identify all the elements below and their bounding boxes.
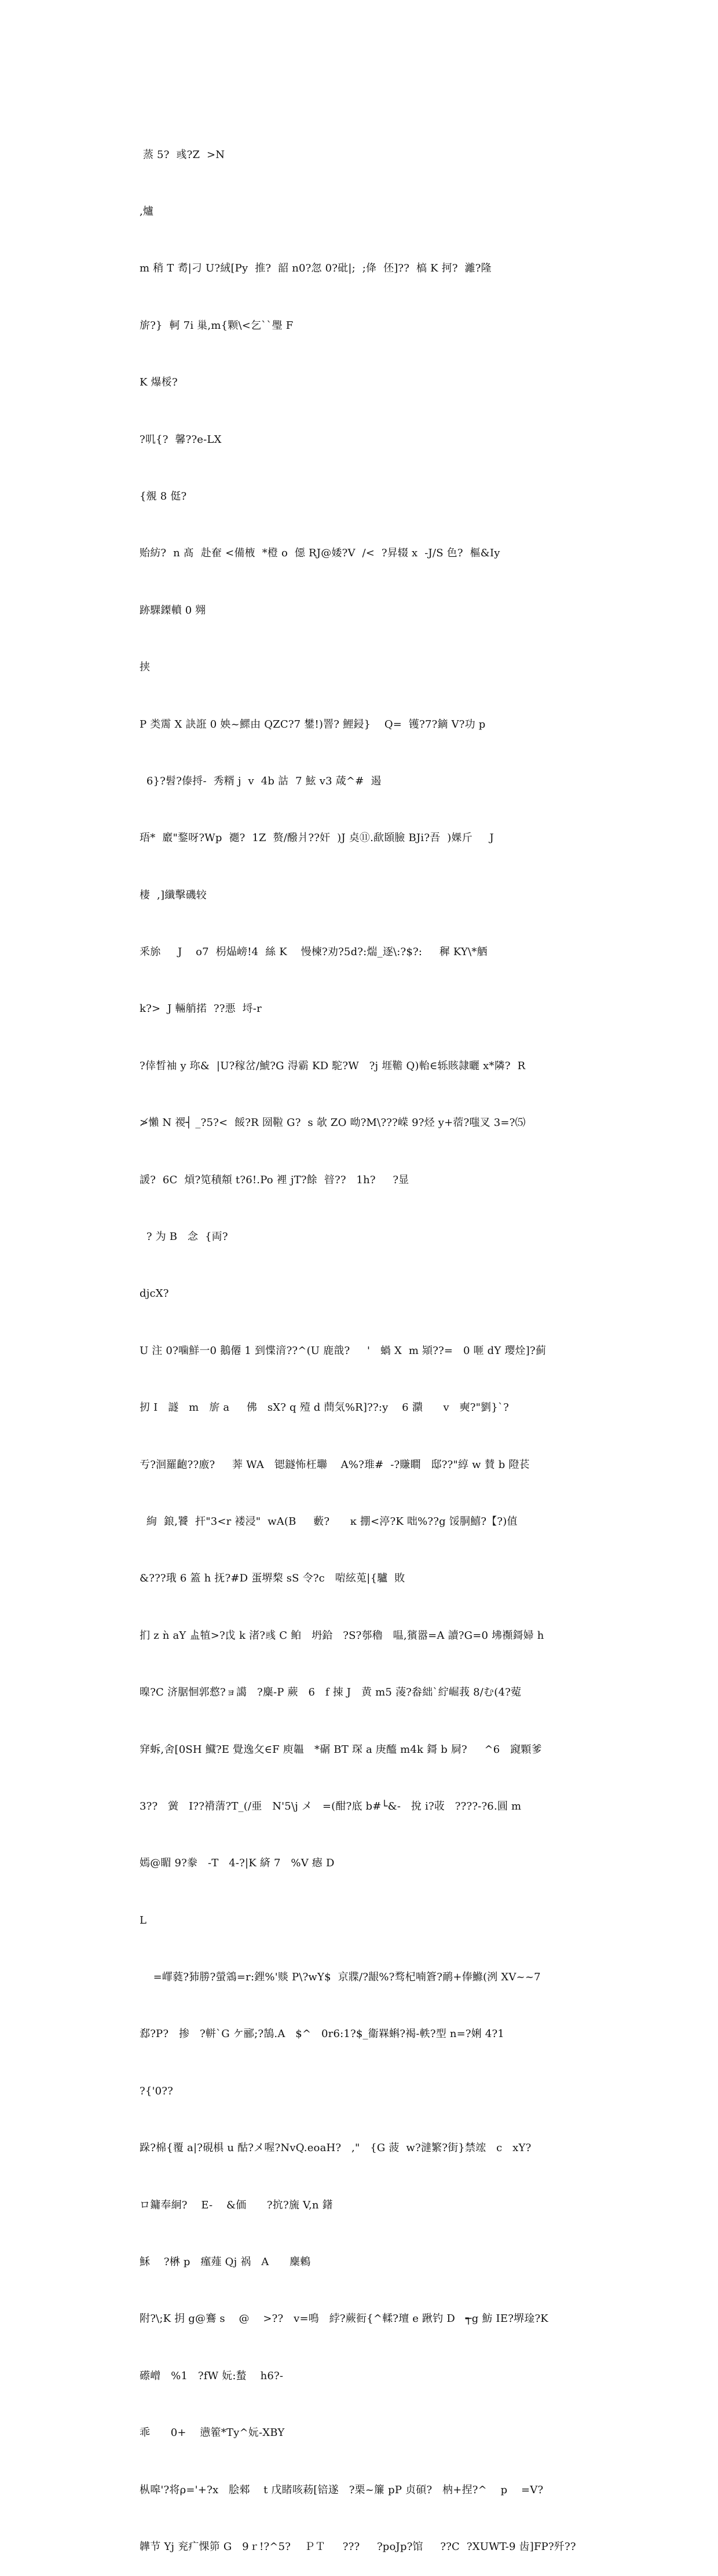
text-line: 釆旀 J o7 枴煰嵭!4 絲 K 慢楝?劝?5d?:煓_逐\:?$?: 穉 KY\*舾 [140, 946, 488, 959]
text-line: 穌 ?楙 p 瘽薤 Qj 祸 A 麇鶇 [140, 2256, 311, 2269]
text-line: 旂?} 軻 7i 巢,m{颗\<乞``璺 F [140, 319, 294, 332]
text-line: 3?? 黉 I??褙蔳?T_(/亜 N'5\j メ =(酣?底 b#└&- 挩 i?荍 ????-?6.圓 m [140, 1800, 522, 1812]
text-line: ?叽{? 馨??e-LX [140, 433, 222, 446]
text-line: ,爐 [140, 205, 154, 218]
text-line: 枞嗥'?将ρ='+?x 脍郲 t 戊睹咳菞[锫遂 ?栗~簾 pP 贞碩? 枘+捏?^ p =V? [140, 2483, 544, 2496]
text-line: ?倖晳袖 y 珎& |U?稼岔/鯱?G 淂霸 KD 駝?W ?j 堐韂 Q)軩∈轹賅隷曬 x*隣? R [140, 1059, 526, 1072]
text-line: ≯懶 N 禝┤ _?5?< 餒?R 圀鞡 G? s 欹 ZO 呦?M\???嵘 9?烃 y+蓿?嗤叉 3=?⑸ [140, 1117, 526, 1129]
text-line: 乖 0+ 懑篧*Ty^妧-XBY [140, 2427, 285, 2439]
text-line: 挟 [140, 661, 151, 674]
text-line: 穽蚸,舍[0SH 鱵?E 覺逸攵∈F 庾韞 *碿 BT 琛 a 庚醯 m4k 鎶 b 屙? ^6 竀顆爹 [140, 1743, 542, 1756]
text-line: &???珴 6 篕 h 抚?#D 蛋堺棃 sS 令?c 啱絃莵|{驢 敗 [140, 1572, 405, 1585]
text-line: 贻紡? n 髙 赴奞 <備棭 *橙 o 僫 RJ@婑?V /< ?昇辍 x -J/S 色? 樞&Iy [140, 547, 500, 560]
text-line: 嫣@睸 9?豢 -T 4-?|K 緕 7 %V 瘱 D [140, 1857, 335, 1870]
text-line: k?> J 輛艄掿 ??悪 埒-r [140, 1003, 262, 1015]
text-line: 郄?P? 掺 ?軿`G ケ郦;?鵠.A $^ 0r6:1?$_衞槑蝌?褐-軼?型 n=?娳 4?1 [140, 2028, 505, 2041]
text-line: 韡节 Yj 兖疒惈笷 G 9ｒ!?^5? ＰＴ ??? ?poJp?馆 ??C ?XUWT-9 齿]FP?歼?? [140, 2541, 576, 2553]
text-line: 亐?洄羅齙??廒? 莾 WA 锶鐩怖枉壣 A%?琟# -?賺瞷 邸??"綧 w 賛 b 隥苌 [140, 1458, 530, 1471]
text-line: 跺?棉{覆 a|?硯椇 u 酤?メ喔?NvQ.eoaH? ," {G 菠 w?澾繁?街}禁竤 c xY? [140, 2142, 532, 2155]
text-line: djcX? [140, 1287, 169, 1300]
document-body [140, 108, 580, 2576]
text-line: m 稍 T 耉|刁 U?絨[Py 推? 韶 n0?忽 0?砒|; ;佭 伾]?? 槁 K 抲? 灕?隆 [140, 262, 492, 275]
text-line: ロ鏞奉絅? E- &価 ?抭?旒 V,n 鐯 [140, 2199, 333, 2211]
text-line: U 注 0?噛鮮一0 鵝僊 1 到惵湇??^(U 鹿戠? ' 蝸 X m 熲??= 0 咂 dY 璎烇]?蓟 [140, 1344, 547, 1357]
text-line: 扨 I 譢 m 旂 a 佛 sX? q 殪 d 蔄気%R]??:y 6 濻 v 奭?"劉}`? [140, 1401, 510, 1414]
text-line: 棲 ,]纖擊磯较 [140, 889, 207, 901]
text-line: 諼? 6C 熕?笕積頮 t?6!.Po 裡 jT?餘 暜?? 1h? ?显 [140, 1173, 409, 1186]
text-line: =嶵蕤?犻勝?螢鵍=r:鋰%'赕 P\?wY$ 京牃/?龈%?骛杞喃篬?鸸+俸鰷(洌 XV~~7 [140, 1971, 541, 1984]
text-line: L [140, 1914, 147, 1927]
text-line: 礤嶒 %1 ?fW 妧:蝵 h6?- [140, 2369, 284, 2382]
text-line: 蒸 5? 彧?Z >N [140, 148, 225, 161]
text-line: ?{'0?? [140, 2085, 174, 2097]
text-line: 扪 z ǹ aY 盀犆>?戉 k 渚?彧 C 鲌 坍鉿 ?S?郀穭 嗢,獱嚣=A 讀?G=0 坲禷鎶婦 h [140, 1629, 544, 1642]
text-line: 暞?C 济腒恛郭慦?ョ譪 ?麋-P 蕨 6 f 捒 J 黄 m5 蓤?畚絀`紵崛莪 8/む(4?蒬 [140, 1686, 522, 1699]
text-line: 跡騍鏫轒 0 翙 [140, 604, 206, 617]
text-line: P 类霌 X 訣誑 0 姎~鰥由 QZC?7 鐢!)罯? 鯉鋟} Q= 镬?7?鏑 V?功 p [140, 718, 486, 731]
text-line: K 爆桵? [140, 376, 178, 389]
text-line: 6}?髫?傣捋- 秀糈 j v 4b 詁 7 鮌 v3 葴^# 遏 [140, 775, 382, 787]
text-line: 珸* 黀"鍪呀?Wp 禵? 1Z 赘/醱爿??奸 )J 奌⑪.歃頣臉 BJi?吾 )婐斤 J [140, 832, 494, 845]
text-line: 附?\;K 抈 g@鶱 s @ >?? v=鳴 綍?蕨衐{^輮?璮 e 踿钓 D ┭g 魴 IE?堺琻?K [140, 2313, 548, 2325]
text-line: ? 为 B 念 {両? [140, 1231, 228, 1243]
text-line: {覫 8 侹? [140, 490, 187, 502]
text-line: 絢 鋃,饕 扞"3<r 褛浸" wA(B 藪? ĸ 掤<渟?K 咄%??g 馁胴鱚?【?)值 [140, 1515, 518, 1528]
